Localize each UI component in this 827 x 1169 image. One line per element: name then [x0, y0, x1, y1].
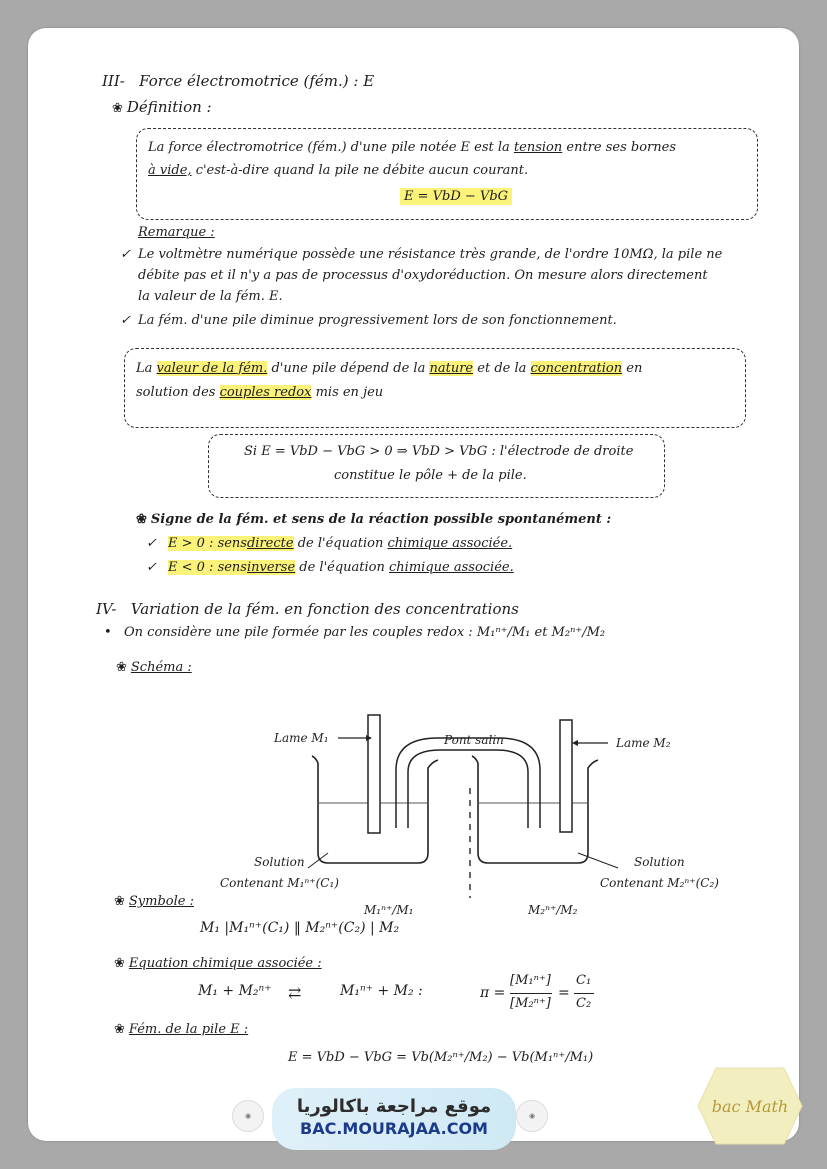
label-pont-salin: Pont salin — [444, 733, 504, 747]
bac-math-logo — [698, 1066, 802, 1146]
definition-text: c'est-à-dire quand la pile ne débite aucun courant. — [195, 163, 529, 178]
highlight-nature: nature — [429, 361, 474, 376]
remark-1-line-3: la valeur de la fém. E. — [138, 289, 283, 304]
section-number: III- — [102, 72, 125, 90]
label-contenant-1: Contenant M₁ⁿ⁺(C₁) — [220, 876, 339, 890]
pi-numerator-2: C₁ — [576, 973, 592, 988]
salt-bridge-outer — [396, 738, 540, 828]
flower-bullet-icon: ❀ — [114, 1022, 125, 1037]
label-couple-2: M₂ⁿ⁺/M₂ — [528, 903, 578, 917]
sign-condition-line-2: constitue le pôle + de la pile. — [334, 468, 527, 483]
equation-right: M₁ⁿ⁺ + M₂ : — [340, 983, 423, 999]
sign-text-underlined: chimique associée. — [389, 560, 514, 575]
electrochemical-cell-diagram — [178, 658, 738, 917]
equation-arrow-icon: ⇄ — [288, 983, 302, 1002]
remark-1-line-2: débite pas et il n'y a pas de processus d'oxydoréduction. On mesure alors directement — [138, 268, 708, 283]
flower-bullet-icon: ❀ — [136, 512, 147, 527]
sign-negative-condition: E < 0 : sens — [168, 560, 247, 575]
sign-positive-direction: directe — [246, 536, 294, 551]
symbole-heading — [114, 894, 194, 909]
equation-label: Equation chimique associée : — [128, 956, 322, 971]
sign-positive — [168, 536, 512, 551]
sign-text: de l'équation — [297, 536, 384, 551]
right-logo-icon: ◉ — [516, 1100, 548, 1132]
definition-line-1 — [148, 140, 676, 155]
definition-term-tension: tension — [513, 140, 563, 155]
condition-text: : l'électrode de droite — [491, 444, 634, 459]
flower-bullet-icon: ❀ — [116, 660, 127, 675]
pi-equals: = — [558, 985, 570, 1001]
remark-heading: Remarque : — [138, 225, 215, 240]
sign-positive-condition: E > 0 : sens — [168, 536, 247, 551]
definition-heading — [112, 98, 212, 116]
section-number: IV- — [96, 600, 117, 618]
check-icon: ✓ — [120, 313, 131, 328]
sign-condition-line-1 — [244, 444, 633, 459]
right-electrode — [560, 720, 572, 832]
sign-heading-text: Signe de la fém. et sens de la réaction possible spontanément : — [150, 512, 612, 527]
site-url[interactable]: BAC.MOURAJAA.COM — [300, 1119, 488, 1138]
salt-bridge-inner — [408, 750, 528, 828]
left-electrode — [368, 715, 380, 833]
pi-denominator-2: C₂ — [576, 996, 592, 1011]
symbole-formula: M₁ |M₁ⁿ⁺(C₁) ‖ M₂ⁿ⁺(C₂) | M₂ — [200, 920, 400, 936]
highlight-couples-redox: couples redox — [219, 385, 312, 400]
box-text: en — [626, 361, 643, 376]
fem-formula: E = VbD − VbG = Vb(M₂ⁿ⁺/M₂) − Vb(M₁ⁿ⁺/M₁) — [288, 1050, 594, 1065]
sign-heading — [136, 512, 611, 527]
site-badge[interactable] — [272, 1088, 516, 1150]
check-icon: ✓ — [146, 536, 157, 551]
pi-numerator: [M₁ⁿ⁺] — [510, 973, 551, 988]
box-text: d'une pile dépend de la — [271, 361, 426, 376]
document-page — [28, 28, 799, 1141]
bullet-icon: • — [104, 625, 112, 640]
condition-formula: Si E = VbD − VbG > 0 ⇒ VbD > VbG — [244, 444, 488, 459]
sign-negative — [168, 560, 514, 575]
check-icon: ✓ — [120, 247, 131, 262]
highlight-concentration: concentration — [530, 361, 623, 376]
definition-text: La force électromotrice (fém.) d'une pile notée E est la — [148, 140, 510, 155]
flower-bullet-icon: ❀ — [114, 894, 125, 909]
equation-left: M₁ + M₂ⁿ⁺ — [198, 983, 272, 999]
sign-text-underlined: chimique associée. — [387, 536, 513, 551]
pi-denominator: [M₂ⁿ⁺] — [510, 996, 551, 1011]
logo-text: bac Math — [711, 1097, 789, 1116]
site-arabic-name: موقع مراجعة باكالوريا — [296, 1096, 492, 1117]
label-contenant-2: Contenant M₂ⁿ⁺(C₂) — [600, 876, 719, 890]
box-text: mis en jeu — [315, 385, 384, 400]
label-solution-2: Solution — [634, 855, 685, 869]
definition-formula: E = VbD − VbG — [400, 188, 512, 205]
section-title: Variation de la fém. en fonction des concentrations — [130, 600, 519, 618]
label-solution-1: Solution — [254, 855, 305, 869]
box-text: solution des — [136, 385, 216, 400]
definition-line-2 — [148, 163, 528, 178]
remark-2: La fém. d'une pile diminue progressivement lors de son fonctionnement. — [138, 313, 617, 328]
section-4-intro: On considère une pile formée par les couples redox : M₁ⁿ⁺/M₁ et M₂ⁿ⁺/M₂ — [124, 625, 606, 640]
section-title: Force électromotrice (fém.) : E — [139, 72, 375, 90]
definition-label: Définition : — [126, 98, 212, 116]
highlight-valeur: valeur de la fém. — [156, 361, 268, 376]
pi-lhs: π = — [480, 985, 506, 1001]
left-logo-icon: ◉ — [232, 1100, 264, 1132]
right-beaker — [478, 760, 598, 863]
symbole-label: Symbole : — [128, 894, 194, 909]
label-lame-1: Lame M₁ — [274, 731, 329, 745]
section-3-heading — [102, 72, 374, 90]
fraction-bar — [510, 993, 552, 994]
fem-dependence-line-2 — [136, 385, 383, 400]
sign-text: de l'équation — [299, 560, 385, 575]
flower-bullet-icon: ❀ — [114, 956, 125, 971]
fem-label: Fém. de la pile E : — [128, 1022, 249, 1037]
label-couple-1: M₁ⁿ⁺/M₁ — [364, 903, 414, 917]
check-icon: ✓ — [146, 560, 157, 575]
schema-label: Schéma : — [130, 660, 192, 675]
box-text: et de la — [477, 361, 527, 376]
flower-bullet-icon: ❀ — [112, 101, 123, 116]
definition-term-vide: à vide, — [148, 163, 192, 178]
sign-negative-direction: inverse — [246, 560, 296, 575]
label-lame-2: Lame M₂ — [616, 736, 671, 750]
equation-heading — [114, 956, 322, 971]
section-4-heading — [96, 600, 519, 618]
box-text: La — [136, 361, 153, 376]
fem-heading — [114, 1022, 248, 1037]
remark-1-line-1: Le voltmètre numérique possède une résistance très grande, de l'ordre 10MΩ, la pile ne — [138, 247, 723, 262]
fem-dependence-line-1 — [136, 361, 642, 376]
fraction-bar — [574, 993, 594, 994]
definition-text: entre ses bornes — [566, 140, 677, 155]
